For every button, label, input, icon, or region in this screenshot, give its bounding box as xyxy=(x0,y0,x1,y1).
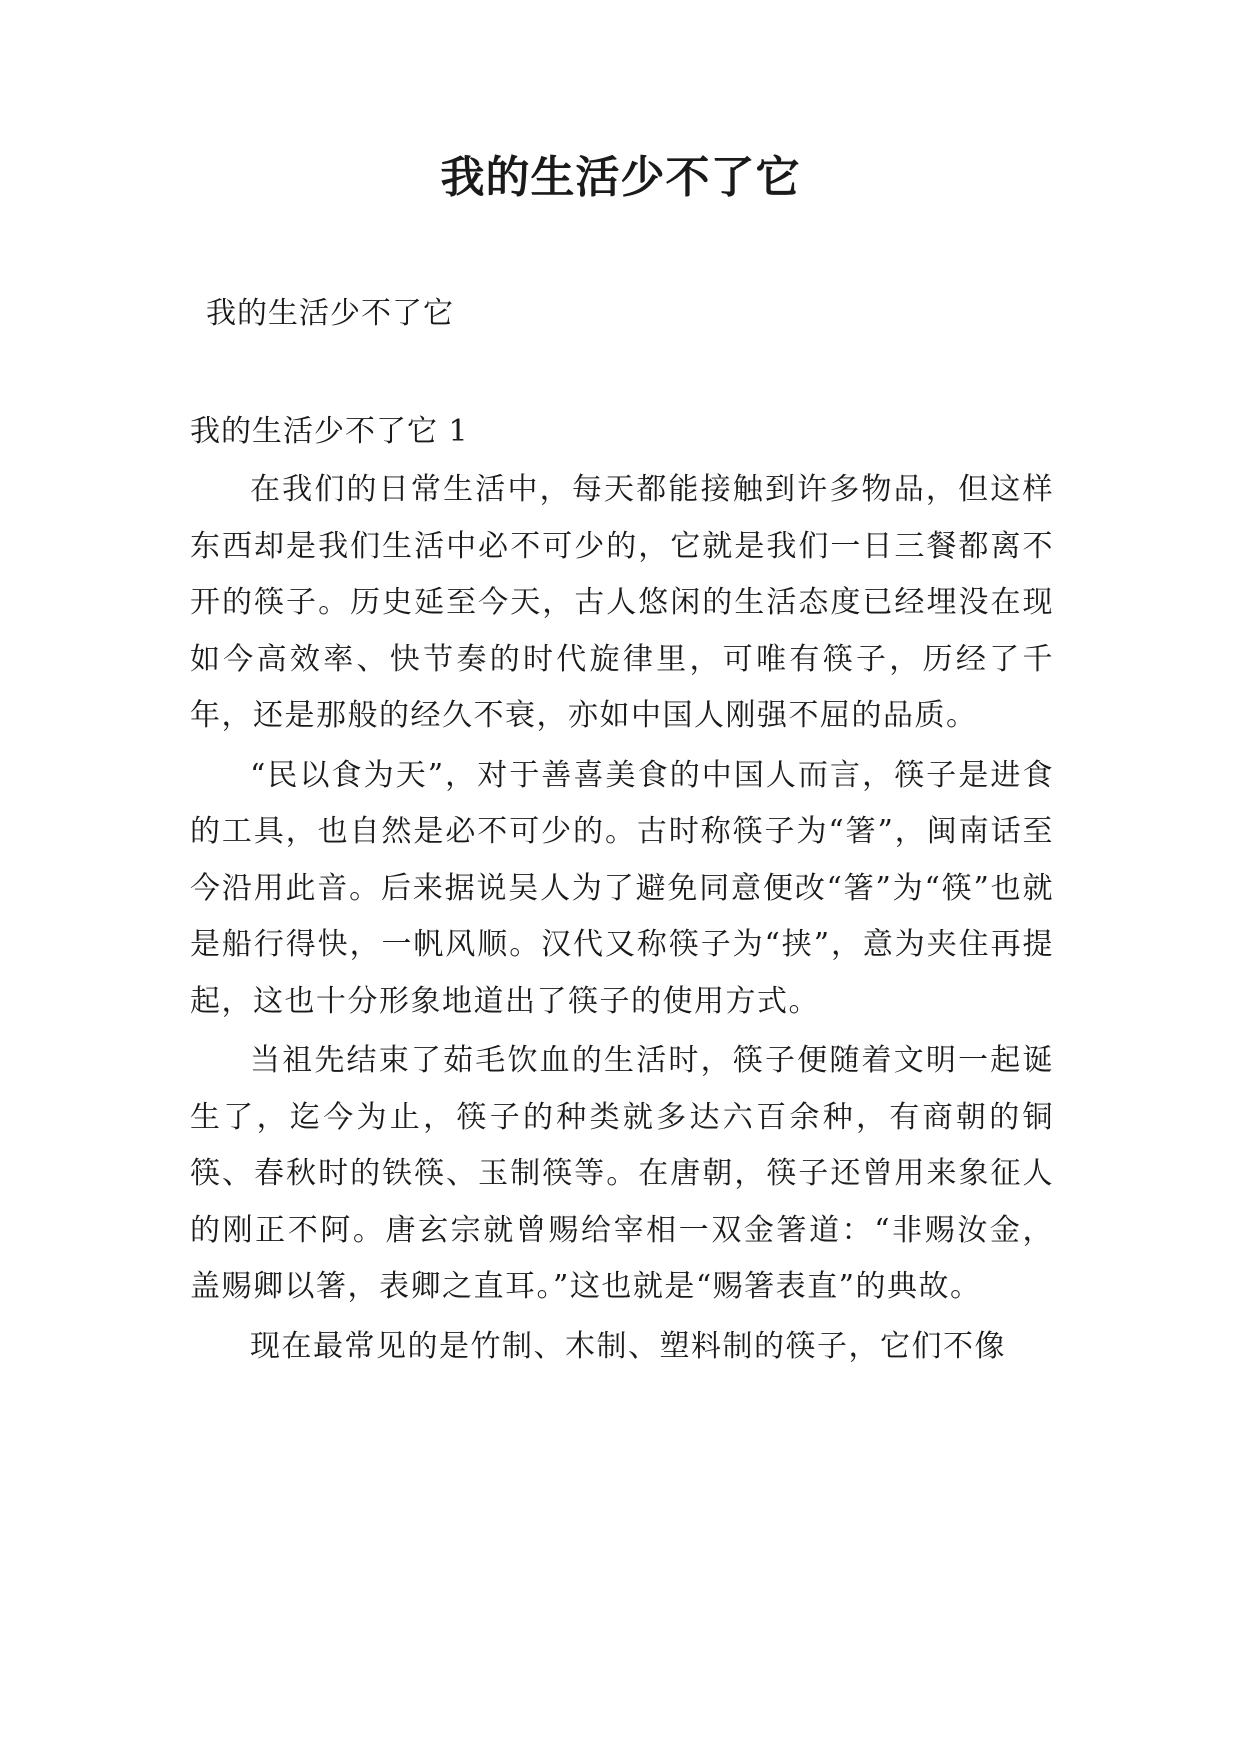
page-title: 我的生活少不了它 xyxy=(440,152,801,203)
paragraph-1: 在我们的日常生活中，每天都能接触到许多物品，但这样东西却是我们生活中必不可少的，它就是我们一日三餐都离不开的筷子。历史延至今天，古人悠闲的生活态度已经埋没在现如今高效率、快节奏的时代旋律里，可唯有筷子，历经了千年，还是那般的经久不衰，亦如中国人刚强不屈的品质。 xyxy=(190,472,1054,733)
document-subtitle: 我的生活少不了它 xyxy=(206,296,454,331)
paragraph-4: 现在最常见的是竹制、木制、塑料制的筷子，它们不像 xyxy=(250,1328,1006,1364)
paragraph-2: “民以食为天”，对于善喜美食的中国人而言，筷子是进食的工具，也自然是必不可少的。古时称筷子为“箸”，闽南话至今沿用此音。后来据说吴人为了避免同意便改“箸”为“筷”也就是船行得快，一帆风顺。汉代又称筷子为“挟”，意为夹住再提起，这也十分形象地道出了筷子的使用方式。 xyxy=(190,757,1054,1019)
paragraph-3: 当祖先结束了茹毛饮血的生活时，筷子便随着文明一起诞生了，迄今为止，筷子的种类就多达六百余种，有商朝的铜筷、春秋时的铁筷、玉制筷等。在唐朝，筷子还曾用来象征人的刚正不阿。唐玄宗就曾赐给宰相一双金箸道：“非赐汝金，盖赐卿以箸，表卿之直耳。”这也就是“赐箸表直”的典故。 xyxy=(190,1043,1054,1304)
article-body xyxy=(190,462,1054,1378)
section-heading: 我的生活少不了它 1 xyxy=(190,414,469,449)
